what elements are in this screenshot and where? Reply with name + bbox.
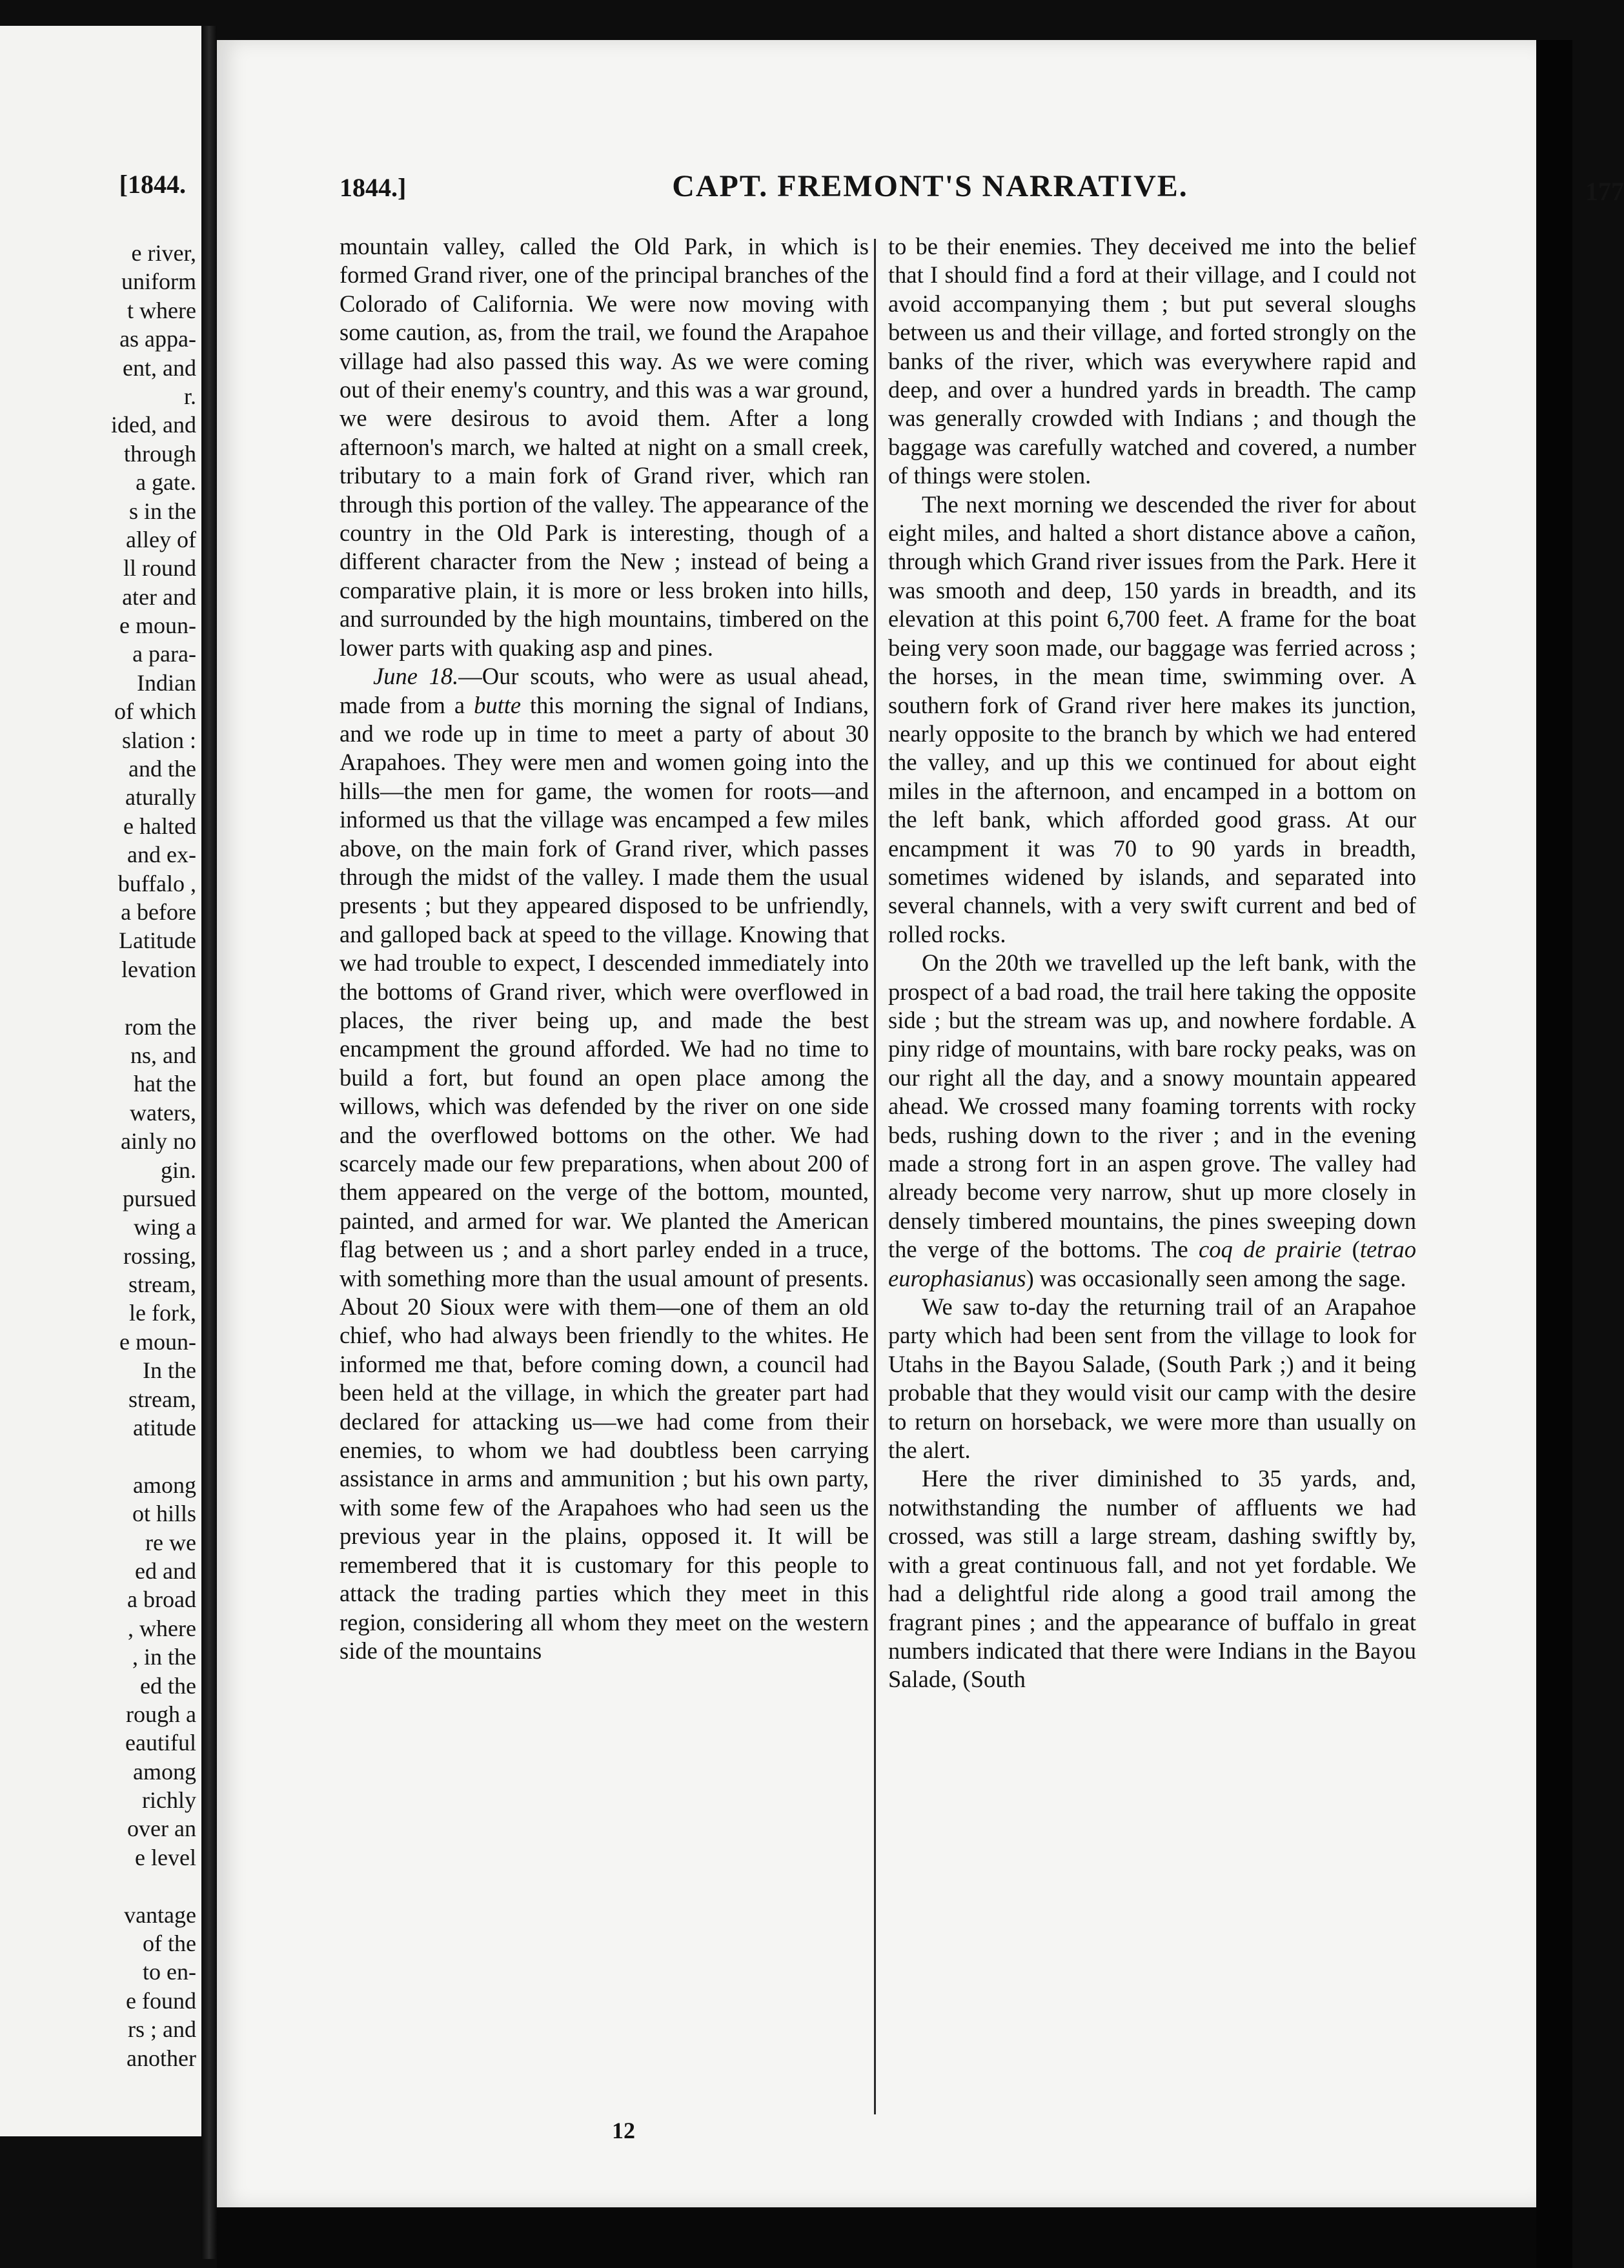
left-page-line: a gate. xyxy=(136,469,196,496)
left-page-line: Latitude xyxy=(119,927,196,954)
column-divider xyxy=(874,239,876,2114)
left-page-line: hat the xyxy=(134,1071,196,1097)
left-page-line: stream, xyxy=(128,1271,196,1298)
left-page-line: stream, xyxy=(128,1386,196,1412)
left-page-line: rough a xyxy=(126,1701,196,1727)
paragraph: We saw to-day the returning trail of an Arapahoe party which had been sent from the village to look for Utahs in the Bayou Salade, (South Park ;) and it being probable that they would visit our camp with the desire to return on horseback, we were more than usually on the alert. xyxy=(888,1293,1416,1464)
left-page-line: e halted xyxy=(123,813,196,839)
left-page-line: as appa- xyxy=(119,326,196,352)
left-page-line: rossing, xyxy=(123,1242,196,1269)
left-page-line: ot hills xyxy=(132,1501,196,1527)
left-page-line: s in the xyxy=(129,498,196,524)
paragraph xyxy=(340,662,869,1665)
left-page-line: among xyxy=(133,1758,196,1785)
left-page-line: aturally xyxy=(125,784,196,811)
left-page-line: among xyxy=(133,1472,196,1498)
italic-term: butte xyxy=(474,691,522,718)
left-page-line: eautiful xyxy=(125,1730,196,1756)
left-page-line: t where xyxy=(127,297,196,323)
left-page-line: and ex- xyxy=(127,842,196,868)
left-page-line: a broad xyxy=(127,1586,196,1613)
left-page-line: ided, and xyxy=(111,412,196,438)
left-page-fragment xyxy=(0,26,201,2136)
left-page-line: another xyxy=(127,2045,196,2071)
paragraph: Here the river diminished to 35 yards, and, notwithstanding the number of affluents we had crossed, was still a large stream, dashing swiftly by, with a great continuous fall, and not yet fordable. We had a delightful ride along a good trail among the fragrant pines ; and the appearance of buffalo in great numbers indicated that there were Indians in the Bayou Salade, (South xyxy=(888,1465,1416,1693)
left-page-line: rs ; and xyxy=(128,2016,196,2043)
left-page-line: ed and xyxy=(135,1557,196,1584)
left-page-line: ainly no xyxy=(121,1128,196,1155)
left-page-line: through xyxy=(124,440,196,467)
left-page-line: uniform xyxy=(121,268,196,295)
left-page-line: a before xyxy=(121,898,196,925)
paragraph xyxy=(888,949,1416,1293)
left-page-line: e moun- xyxy=(119,613,196,639)
left-page-line: e found xyxy=(126,1987,196,2014)
left-page-line: ll round xyxy=(123,555,196,582)
right-page xyxy=(217,40,1624,2207)
left-page-line: e level xyxy=(135,1844,196,1870)
left-page-line xyxy=(0,984,196,1012)
left-page-line: to en- xyxy=(143,1959,196,1985)
italic-term: coq de prairie xyxy=(1199,1236,1342,1263)
left-page-line xyxy=(0,1872,196,1900)
left-page-line: rom the xyxy=(125,1013,196,1040)
paragraph-text: —Our scouts, who were as usual ahead, made from a xyxy=(340,663,869,718)
left-page-line: atitude xyxy=(133,1415,196,1441)
scan-bottom-edge xyxy=(217,2207,1536,2268)
left-page-line: ent, and xyxy=(123,354,196,381)
left-page-line: slation : xyxy=(122,727,196,753)
running-head xyxy=(340,169,1624,218)
left-page-line: Indian xyxy=(137,669,196,696)
left-page-line: ed the xyxy=(140,1672,196,1699)
left-page-line: richly xyxy=(142,1787,196,1814)
left-page-line: , where xyxy=(128,1615,196,1641)
paragraph: The next morning we descended the river for about eight miles, and halted a short distance above a cañon, through which Grand river issues from the Park. Here it was smooth and deep, 150 yards in breadth, and its elevation at this point 6,700 feet. A frame for the boat being very soon made, our baggage was ferried across ; the horses, in the mean time, swimming over. A southern fork of Grand river here makes its junction, nearly opposite to the branch by which we had entered the valley, and up this we continued for about eight miles in the afternoon, and encamped in a bottom on the left bank, which afforded good grass. At our encampment it was 70 to 90 yards in breadth, sometimes widened by islands, and separated into several channels, with a very swift current and bed of rolled rocks. xyxy=(888,491,1416,947)
date-label: June 18. xyxy=(373,663,459,690)
left-page-line: le fork, xyxy=(129,1300,196,1326)
running-head-year: 1844.] xyxy=(340,173,407,202)
text-column-left xyxy=(340,232,869,1665)
left-page-line: re we xyxy=(145,1529,196,1555)
left-page-line: of the xyxy=(143,1930,196,1957)
paragraph: mountain valley, called the Old Park, in which is formed Grand river, one of the principal branches of the Colorado of California. We were now moving with some caution, as, from the trail, we found the Arapahoe village had also passed this way. As we were coming out of their enemy's country, and this was a war ground, we were desirous to avoid them. After a long afternoon's march, we halted at night on a small creek, tributary to a main fork of Grand river, which ran through this portion of the valley. The appearance of the country in the Old Park is interesting, though of a different character from the New ; instead of being a comparative plain, it is more or less broken into hills, and surrounded by the high mountains, timbered on the lower parts with quaking asp and pines. xyxy=(340,233,869,661)
left-page-line: of which xyxy=(114,698,196,725)
left-page-line: gin. xyxy=(160,1157,196,1183)
page-edge-shadow xyxy=(1536,40,1572,2268)
paragraph: to be their enemies. They deceived me into the belief that I should find a ford at their village, and I could not avoid accompanying them ; but put several sloughs between us and their village, and forted strongly on the banks of the river, which was everywhere rapid and deep, and over a hundred yards in breadth. The camp was generally crowded with Indians ; and though the baggage was carefully watched and covered, a number of things were stolen. xyxy=(888,233,1416,489)
left-page-line: buffalo , xyxy=(117,870,196,896)
left-page-line: wing a xyxy=(134,1214,196,1240)
left-page-line: pursued xyxy=(123,1185,196,1211)
left-page-line: and the xyxy=(128,756,196,782)
left-page-line: e moun- xyxy=(119,1328,196,1355)
book-gutter xyxy=(201,26,217,2259)
left-page-line: In the xyxy=(143,1357,196,1384)
left-page-line: waters, xyxy=(130,1099,196,1126)
paragraph-text: On the 20th we travelled up the left bank, with the prospect of a bad road, the trail here taking the opposite side ; but the stream was up, and nowhere fordable. A piny ridge of mountains, with bare rocky peaks, was on our right all the day, and a snowy mountain appeared ahead. We crossed many foaming torrents with rocky beds, rushing down to the river ; and in the evening made a strong fort in an aspen grove. The valley had already become very narrow, shut up more closely in densely timbered mountains, the pines sweeping down the verge of the bottoms. The xyxy=(888,949,1416,1263)
left-page-line: alley of xyxy=(126,526,196,552)
left-page-line: , in the xyxy=(132,1644,196,1670)
left-page-header: [1844. xyxy=(119,170,186,199)
text-column-right xyxy=(888,232,1416,1694)
left-page-line: r. xyxy=(183,383,196,409)
running-head-title: CAPT. FREMONT'S NARRATIVE. xyxy=(672,169,1188,203)
left-page-text xyxy=(0,239,201,2072)
page-number: 177 xyxy=(1585,177,1624,206)
left-page-line: vantage xyxy=(124,1901,196,1928)
paragraph-text: this morning the signal of Indians, and we rode up in time to meet a party of about 30 Arapahoes. They were men and women going into the hills—the men for game, the women for roots—and informed us that the village was encamped a few miles above, on the main fork of Grand river, which passes through the midst of the valley. I made them the usual presents ; but they appeared disposed to be unfriendly, and galloped back at speed to the village. Knowing that we had trouble to expect, I descended immediately into the bottoms of Grand river, which were overflowed in places, the river being up, and made the best encampment the ground afforded. We had no time to build a fort, but found an open place among the willows, which was defended by the river on one side and the overflowed bottoms on the other. We had scarcely made our few preparations, when about 200 of them appeared on the verge of the bottom, mounted, painted, and armed for war. We planted the American flag between us ; and a short parley ended in a truce, with something more than the usual amount of presents. About 20 Sioux were with them—one of them an old chief, who had always been friendly to the whites. He informed me that, before coming down, a council had been held at the village, in which the greater part had declared for attacking us—we had come from their enemies, to whom we had doubtless been carrying assistance in arms and ammunition ; but his own party, with some few of the Arapahoes who had seen us the previous year in the plains, opposed it. It will be remembered that it is customary for this people to attack the trading parties which they meet in this region, considering all whom they meet on the western side of the mountains xyxy=(340,691,869,1664)
left-page-line: e river, xyxy=(131,240,196,266)
left-page-line xyxy=(0,1442,196,1470)
left-page-line: levation xyxy=(121,956,196,982)
left-page-line: ns, and xyxy=(130,1042,196,1068)
signature-mark: 12 xyxy=(612,2118,635,2143)
paragraph-text: ( xyxy=(1341,1236,1360,1263)
left-page-line: over an xyxy=(127,1816,196,1842)
left-page-line: ater and xyxy=(122,583,196,610)
italic-term: tetrao europhasianus xyxy=(888,1236,1417,1291)
paragraph-text: ) was occasionally seen among the sage. xyxy=(1026,1264,1406,1291)
left-page-line: a para- xyxy=(132,641,196,667)
